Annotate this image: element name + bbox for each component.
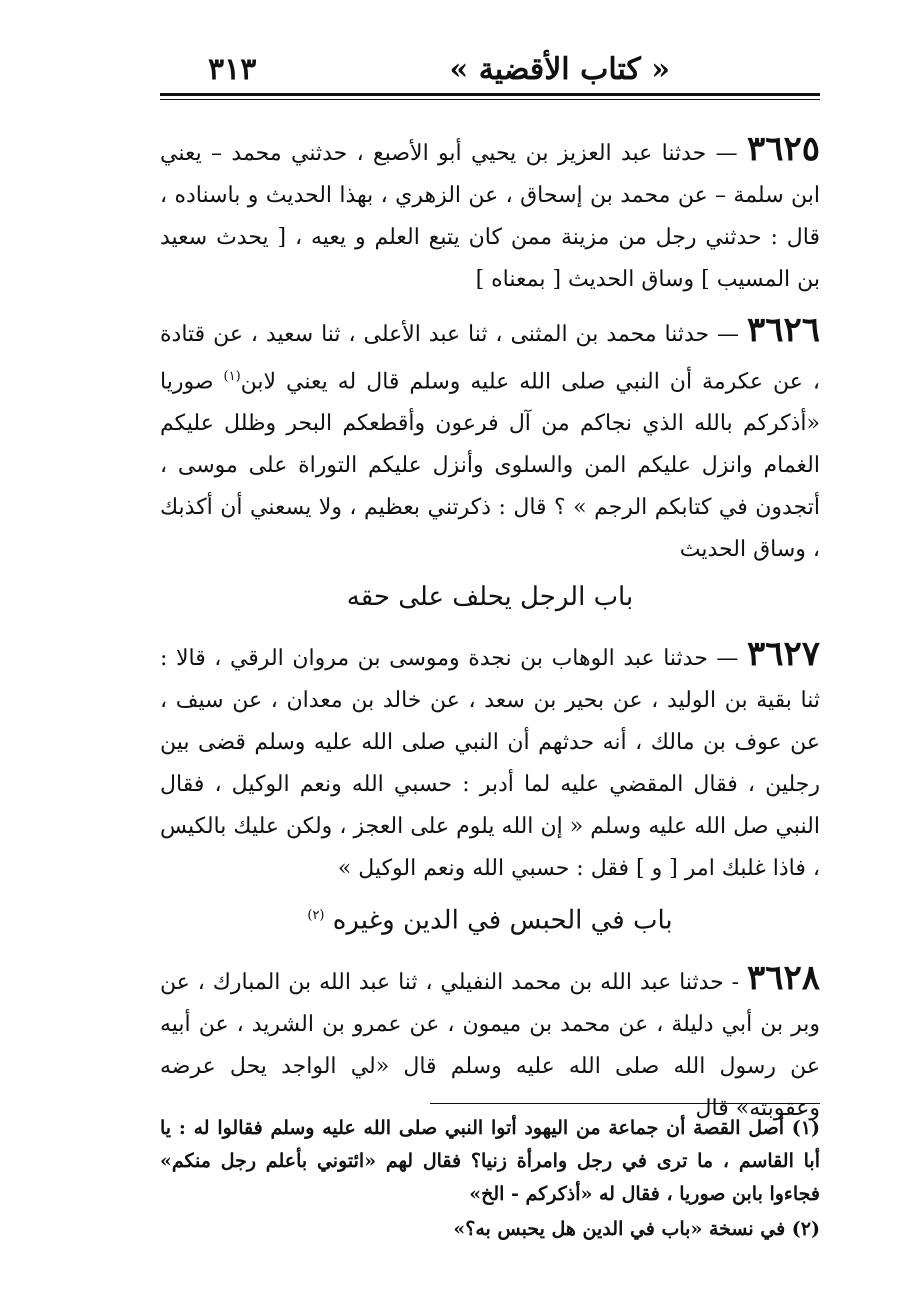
- hadith-text: — حدثنا محمد بن المثنى ، ثنا عبد الأعلى ، ثنا سعيد ، عن قتادة ، عن عكرمة أن النبي صلى الله عليه وسلم قال له يعني لابن: [160, 322, 821, 395]
- hadith-text: — حدثنا عبد العزيز بن يحيي أبو الأصبع ، حدثني محمد – يعني ابن سلمة – عن محمد بن إسحاق ، عن الزهري ، بهذا الحديث و باسناده ، قال : حدثني رجل من مزينة ممن كان يتبع العلم و يعيه ، [ يحدث سعيد بن المسيب ] وساق الحديث [ بمعناه ]: [160, 141, 820, 292]
- hadith-text: - حدثنا عبد الله بن محمد النفيلي ، ثنا عبد الله بن المبارك ، عن وبر بن أبي دليلة ، عن محمد بن ميمون ، عن عمرو بن الشريد ، عن أبيه عن رسول الله صلى الله عليه وسلم قال «لي الواجد يحل عرضه وعقوبته» قال: [160, 969, 820, 1121]
- hadith-number: ٣٦٢٥: [746, 129, 820, 169]
- page-header: [160, 50, 820, 94]
- hadith-number: ٣٦٢٦: [746, 310, 820, 350]
- hadith-number: ٣٦٢٧: [746, 634, 820, 675]
- hadith-3625: [160, 128, 820, 301]
- chapter-heading: [160, 894, 820, 943]
- footnotes: [160, 1112, 820, 1248]
- footnote-2: (٢) في نسخة «باب في الدين هل يحبس به؟»: [453, 1218, 820, 1240]
- header-rule: [160, 93, 820, 100]
- hadith-3628: [160, 957, 820, 1130]
- hadith-number: ٣٦٢٨: [746, 957, 820, 998]
- footnote-ref: (١): [223, 369, 241, 384]
- hadith-text: — حدثنا عبد الوهاب بن نجدة وموسى بن مروان الرقي ، قالا : ثنا بقية بن الوليد ، عن بحير بن سعد ، عن خالد بن معدان ، عن سيف ، عن عوف بن مالك ، أنه حدثهم أن النبي صلى الله عليه وسلم قضى بين رجلين ، فقال المقضي عليه لما أدبر : حسبي الله ونعم الوكيل ، فقال النبي صل الله عليه وسلم « إن الله يلوم على العجز ، ولكن عليك بالكيس ، فاذا غلبك امر [ و ] فقل : حسبي الله ونعم الوكيل »: [160, 646, 820, 882]
- chapter-heading: باب الرجل يحلف على حقه: [346, 582, 634, 613]
- hadith-3627: [160, 633, 820, 890]
- footnote-1: (١) أصل القصة أن جماعة من اليهود أتوا النبي صلى الله عليه وسلم فقالوا له : يا أبا القاسم ، ما ترى في رجل وامرأة زنيا؟ فقال لهم «ائتوني بأعلم رجل منكم» فجاءوا بابن صوريا ، فقال له «أذكركم - الخ»: [160, 1117, 820, 1205]
- book-title: « كتاب الأقضية »: [449, 52, 670, 87]
- footnote-ref: (٢): [307, 908, 325, 924]
- chapter-heading-text: باب في الحبس في الدين وغيره: [332, 905, 673, 936]
- footnote-rule: [430, 1103, 820, 1104]
- hadith-3626: [160, 309, 820, 571]
- page-number: ٣١٣: [208, 52, 257, 87]
- hadith-text: صوريا «أذكركم بالله الذي نجاكم من آل فرعون وأقطعكم البحر وظلل عليكم الغمام وانزل عليكم المن والسلوى وأنزل عليكم التوراة على موسى ، أتجدون في كتابكم الرجم » ؟ قال : ذكرتني بعظيم ، ولا يسعني أن أكذبك ، وساق الحديث: [160, 369, 820, 563]
- main-text: [160, 128, 820, 1130]
